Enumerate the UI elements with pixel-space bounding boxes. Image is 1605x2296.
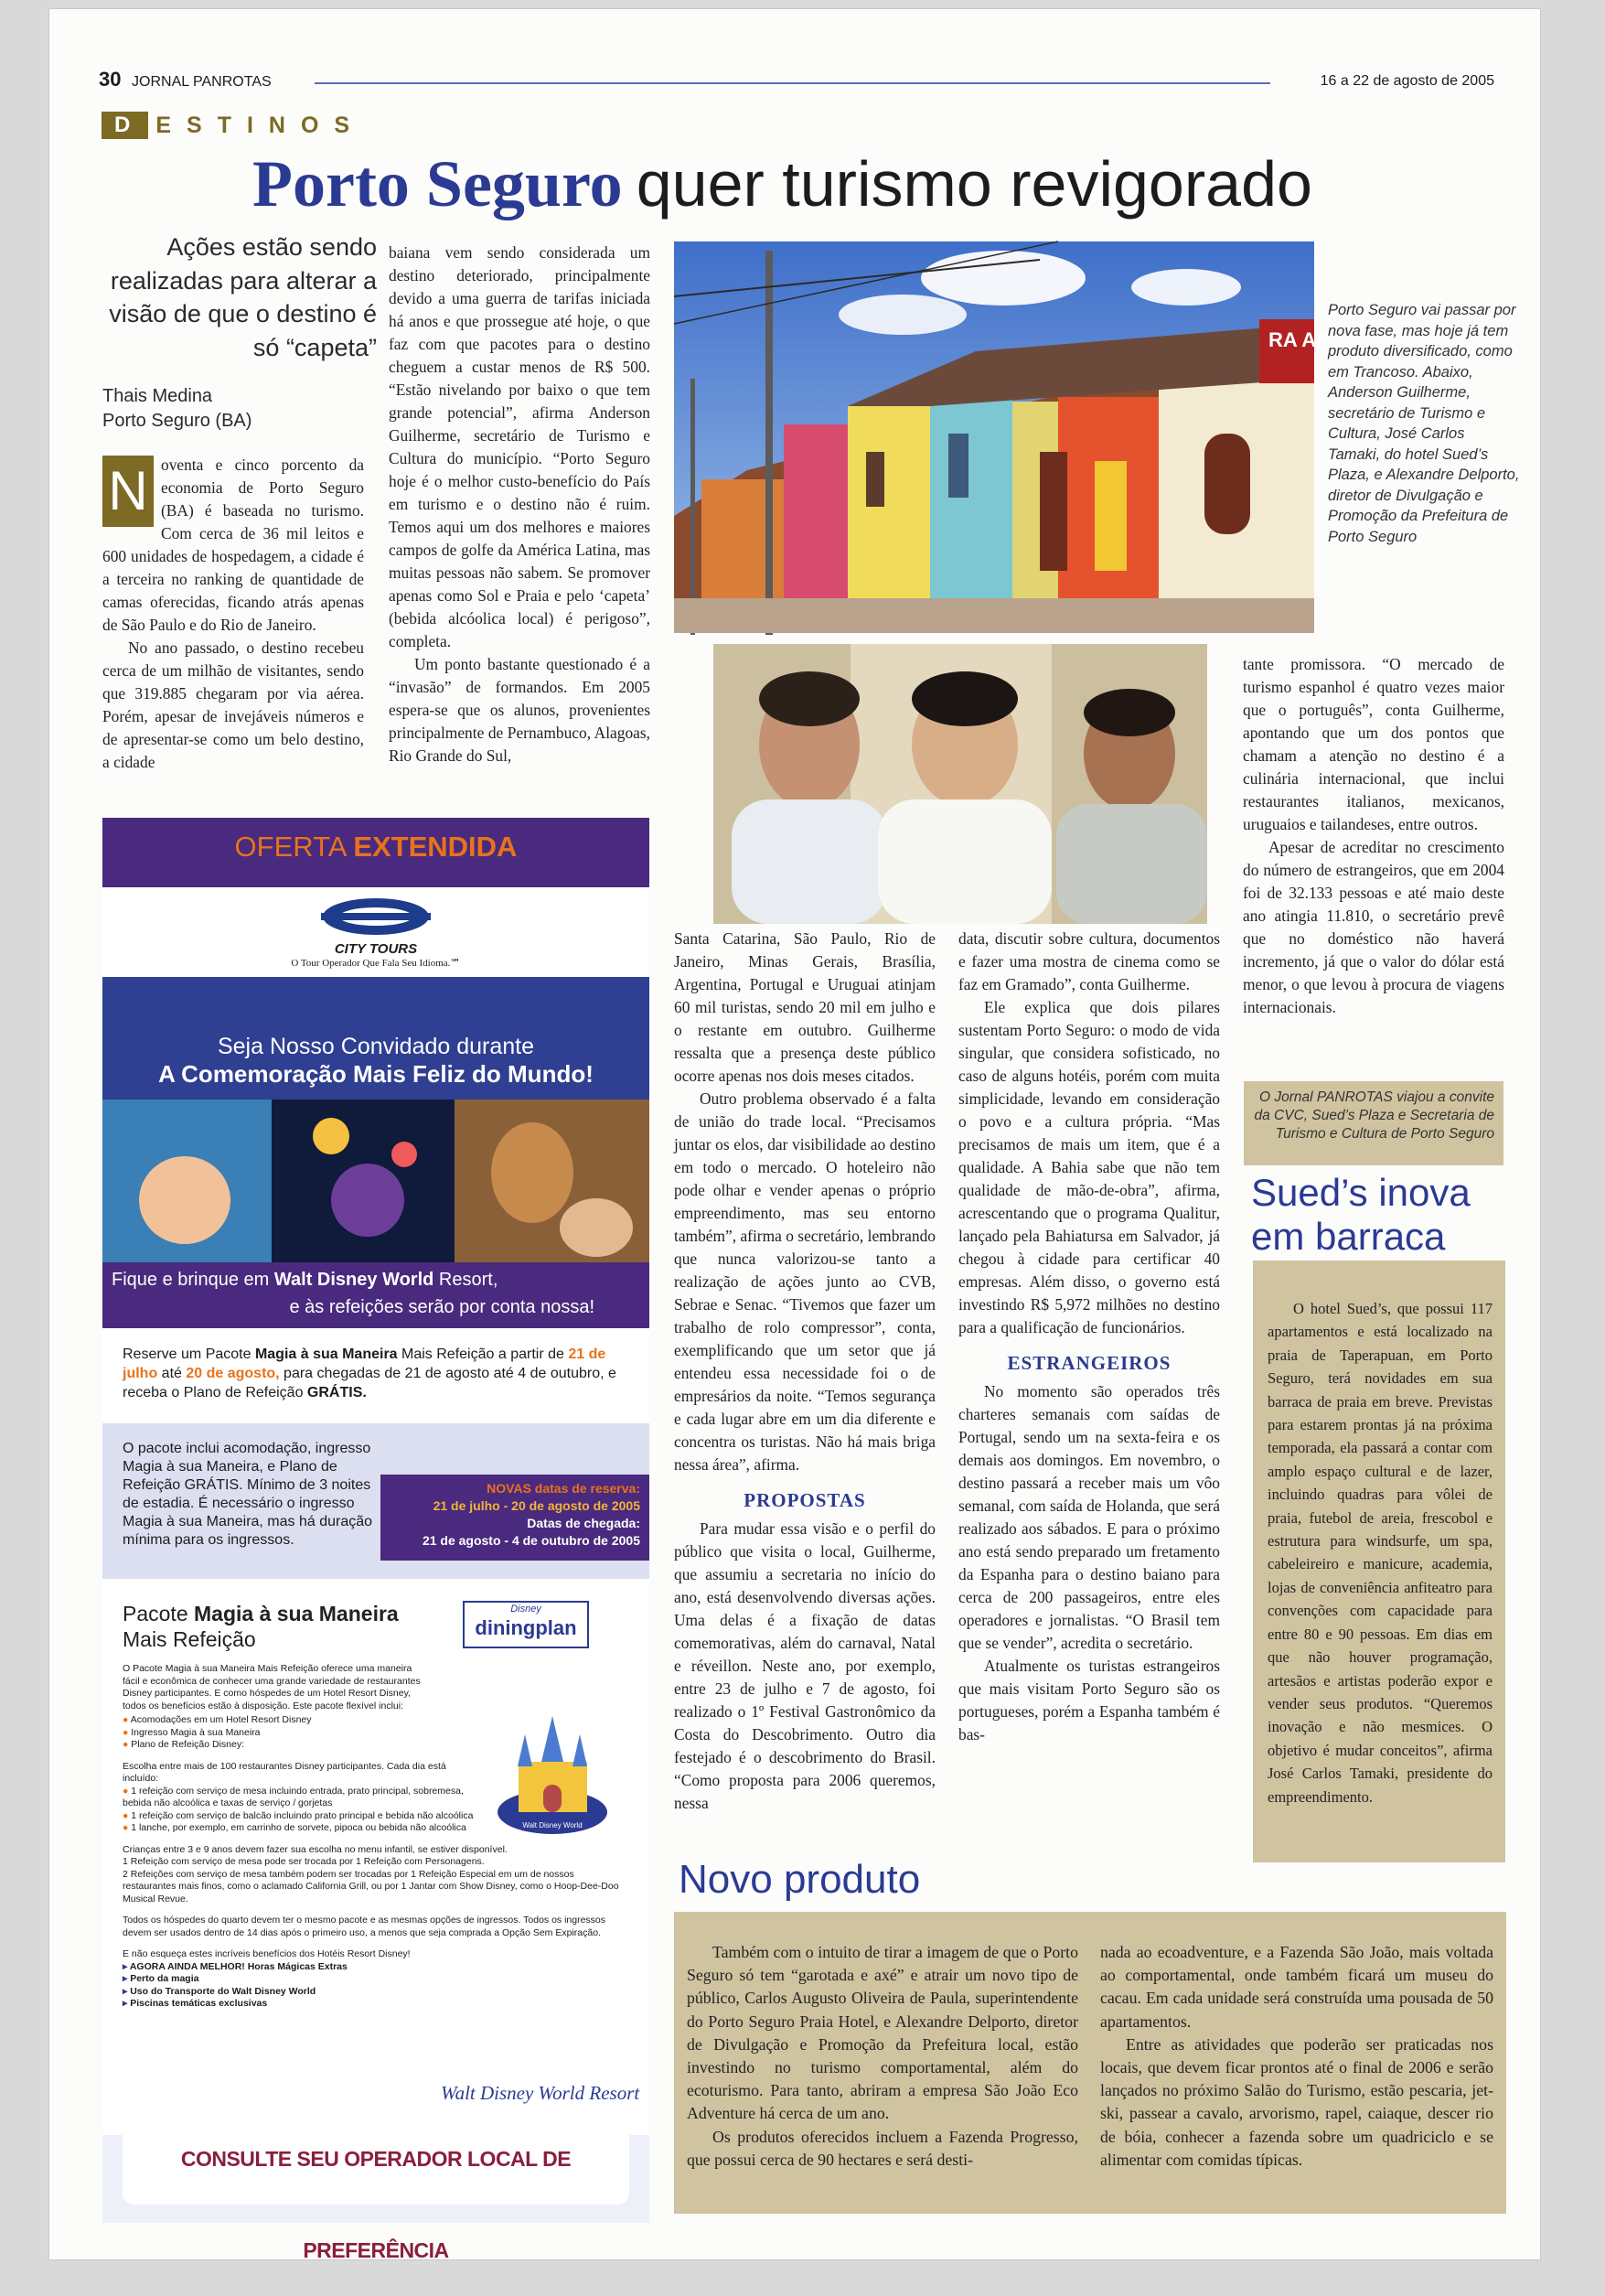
disney-photo-strip <box>102 1100 649 1262</box>
three-men-illustration <box>713 644 1207 924</box>
text-bold: GRÁTIS. <box>306 1385 367 1400</box>
paragraph: No momento são operados três charteres semanais com saídas de Portugal, sendo um na sexta-feira e os demais aos domingos. Em novembro, o destino passará a receber mais um vôo semanal, com saída de Holanda, que será realizado aos sábados. E para o próximo ano está sendo preparado um fretamento da Espanha para o destino baiano para cerca de 200 passageiros, entre eles operadores e jornalistas. “O Brasil tem que se vender”, acredita o secretário. <box>958 1382 1220 1652</box>
photo-caption: Porto Seguro vai passar por nova fase, mas hoje já tem produto diversificado, como em Trancoso. Abaixo, Anderson Guilherme, secretário de Turismo e Cultura, José Carlos Tamaki, do hotel Sued’s Plaza, e Alexandre Delporto, diretor de Divulgação e Promoção da Prefeitura de Porto Seguro <box>1328 302 1520 545</box>
ad-banner-bold: EXTENDIDA <box>353 831 518 863</box>
date-highlight: 20 de agosto, <box>186 1366 280 1381</box>
bullet-text: 1 lanche, por exemplo, em carrinho de sorvete, pipoca ou bebida não alcoólica <box>131 1822 466 1833</box>
benefit-text: Perto da magia <box>130 1973 199 1984</box>
exchange-text-2: 2 Refeições com serviço de mesa também podem ser trocadas por 1 Refeição Especial em um de nossos restaurantes mais finos, como o aclamado California Grill, ou por 1 Jantar com Show Disney, como o Hoop-Dee-Doo Musical Revue. <box>123 1868 619 1904</box>
headline <box>252 146 1441 222</box>
paragraph: Entre as atividades que poderão ser praticadas nos locais, que devem ficar prontos até o final de 2006 e serão lançados no próximo Salão do Turismo, estão pescaria, jet-ski, passear a cavalo, arvorismo, rapel, caiaque, descer rio de bóia, conhecer a fazenda sobre um quadriciclo e se alimentar com comidas típicas. <box>1100 2034 1493 2169</box>
city-tours-icon <box>321 896 431 942</box>
benefit-text: AGORA AINDA MELHOR! Horas Mágicas Extras <box>129 1960 348 1972</box>
bullet-icon: ● <box>123 1739 132 1750</box>
sidebar-box <box>1253 1261 1505 1862</box>
invite-block <box>102 977 649 1100</box>
text-bold: Magia à sua Maneira <box>254 1346 398 1362</box>
paragraph: oventa e cinco porcento da economia de Porto Seguro (BA) é baseada no turismo. Com cerca de 36 mil leitos e 600 unidades de hospedagem, a cidade é a terceira no ranking de quantidade de camas oferecidas, ficando atrás apenas de São Paulo e do Rio de Janeiro. <box>102 456 364 634</box>
arrow-icon: ▸ <box>123 1960 130 1972</box>
paragraph: baiana vem sendo considerada um destino deteriorado, principalmente devido a uma guerra de tarifas iniciada há anos e que prossegue até hoje, o que faz com que pacotes para o destino cheguem a custar menos de R$ 500. “Estão nivelando por baixo o que tem grande potencial”, afirma Anderson Guilherme, secretário de Turismo e Cultura do município. “Porto Seguro hoje é o melhor custo-benefício do País em turismo e o destino não é ruim. Temos aqui um dos melhores e maiores campos de golfe da América Latina, mas muitas pessoas não sabem. Se promover apenas como Sol e Praia e pelo ‘capeta’ (bebida alcóolica local) é perigoso”, completa. <box>389 243 650 650</box>
bullet-text: Plano de Refeição Disney: <box>131 1739 245 1750</box>
paragraph: Os produtos oferecidos incluem a Fazenda Progresso, que possui cerca de 90 hectares e será desti- <box>687 2127 1078 2169</box>
sidebar-title-line: em barraca <box>1251 1215 1446 1258</box>
bullet-icon: ● <box>123 1785 132 1797</box>
package-intro: O Pacote Magia à sua Maneira Mais Refeição oferece uma maneira fácil e econômica de conhecer uma grande variedade de restaurantes Disney participantes. E como hóspedes de um Hotel Resort Disney, todos os benefícios estão à disposição. Este pacote flexível inclui: <box>123 1663 421 1711</box>
publication-name: JORNAL PANROTAS <box>132 74 272 90</box>
bullet-item <box>123 1714 424 1727</box>
subhead-estrangeiros: ESTRANGEIROS <box>1007 1352 1172 1374</box>
package-items <box>123 1714 424 1752</box>
benefit-item <box>123 1986 629 1999</box>
dining-small: Disney <box>510 1604 541 1615</box>
article-column-4 <box>958 928 1220 1746</box>
issue-date: 16 a 22 de agosto de 2005 <box>1320 73 1494 89</box>
benefit-item <box>123 1961 629 1974</box>
benefits-title: E não esqueça estes incríveis benefícios dos Hotéis Resort Disney! <box>123 1948 411 1959</box>
novo-produto-box <box>674 1912 1506 2214</box>
sidebar-title <box>1251 1171 1471 1259</box>
box-column-2 <box>1100 1941 1493 2172</box>
meal-item <box>123 1822 488 1835</box>
byline-location: Porto Seguro (BA) <box>102 411 252 431</box>
includes-block <box>102 1423 649 1579</box>
paragraph: Um ponto bastante questionado é a “invasão” de formandos. Em 2005 espera-se que os alunos, provenientes principalmente de Pernambuco, Alagoas, Rio Grande do Sul, <box>389 655 650 765</box>
package-details <box>102 1579 649 2135</box>
bullet-icon: ● <box>123 1809 132 1821</box>
bullet-item <box>123 1727 424 1740</box>
article-column-3 <box>674 928 936 1815</box>
meal-item <box>123 1786 488 1810</box>
wdw-logo: Walt Disney World Resort <box>441 2082 640 2104</box>
paragraph: Santa Catarina, São Paulo, Rio de Janeiro, Minas Gerais, Brasília, Argentina, Portugal e Uruguai atinjam 60 mil turistas, sendo 20 mil em julho e o restante em outubro. Guilherme ressalta que a presença deste público ocorre apenas nos dois meses citados. <box>674 929 936 1085</box>
benefit-item <box>123 1998 629 2011</box>
dates-arrival-title: Datas de chegada: <box>527 1516 640 1530</box>
date-highlight: 21 de julho <box>123 1346 606 1381</box>
arrow-icon: ▸ <box>123 1973 131 1984</box>
section-name: ESTINOS <box>155 112 366 138</box>
paragraph: Ele explica que dois pilares sustentam Porto Seguro: o modo de vida singular, que considera sofisticado, no caso de alguns hotéis, porém com muita simplicidade, levando em consideração o povo e a cultura própria. “Mas precisamos de mais um item, que é a qualidade. A Bahia sabe que não tem qualidade de mão-de-obra”, afirma, acrescentando que o programa Qualitur, lançado pela Bahiatursa em Salvador, já chegou à cidade para certificar 40 empresas. Além disso, o governo está investindo R$ 5,972 milhões no destino para a qualificação de funcionários. <box>958 998 1220 1336</box>
includes-text: O pacote inclui acomodação, ingresso Magia à sua Maneira, e Plano de Refeição GRÁTIS. Mínimo de 3 noites de estadia. É necessário o ingresso Magia à sua Maneira, mas há duração mínima para os ingressos. <box>123 1441 373 1548</box>
line-part: Resort, <box>433 1270 498 1290</box>
dates-reserve: 21 de julho - 20 de agosto de 2005 <box>433 1498 640 1513</box>
disney-advertisement <box>102 818 649 2262</box>
ad-photo-strip <box>102 1100 649 1262</box>
paragraph: data, discutir sobre cultura, documentos e fazer uma mostra de cinema como se faz em Gramado”, conta Guilherme. <box>958 929 1220 993</box>
sidebar-text: O hotel Sued’s, que possui 117 apartamentos e está localizado na praia de Taperapuan, em Porto Seguro, terá novidades em sua barraca de praia em breve. Previstas para estarem prontas já na próxima temporada, ela passará a contar com amplo espaço cultural e de lazer, incluindo quadras para vôlei de praia, futebol de areia, frescobol e estrutura para windsurfe, um spa, cabeleireiro e manicure, academia, lojas de conveniência anfiteatro para convenções com capacidade para entre 80 e 90 pessoas. Em dias em que não houver programação, artesãos e artistas poderão expor e vender seus produtos. “Queremos inovação e não mesmices. O objetivo é mudar conceitos”, afirma José Carlos Tamaki, presidente do empreendimento. <box>1268 1300 1493 1806</box>
travel-credit-note: O Jornal PANROTAS viajou a convite da CVC, Sued’s Plaza e Secretaria de Turismo e Cultura de Porto Seguro <box>1244 1081 1503 1165</box>
bullet-icon: ● <box>123 1714 131 1725</box>
bullet-icon: ● <box>123 1726 132 1738</box>
ad-banner <box>102 818 649 891</box>
castle-icon <box>496 1711 610 1840</box>
bullet-item <box>123 1739 424 1752</box>
arrow-icon: ▸ <box>123 1985 131 1997</box>
city-tours-logo <box>102 891 649 977</box>
byline-author: Thais Medina <box>102 386 213 406</box>
choose-text: Escolha entre mais de 100 restaurantes Disney participantes. Cada dia está incluído: <box>123 1760 446 1784</box>
byline <box>102 384 251 434</box>
text-part: para chegadas de 21 de agosto até 4 de outubro, e receba o Plano de Refeição <box>123 1366 616 1400</box>
box-column-1 <box>687 1941 1078 2172</box>
street-photo <box>674 241 1332 633</box>
headline-rest: quer turismo revigorado <box>636 148 1312 220</box>
paragraph: Também com o intuito de tirar a imagem de que o Porto Seguro só tem “garotada e axé” e atrair um novo tipo de público, Carlos Augusto Oliveira de Paula, superintendente do Porto Seguro Praia Hotel, e Alexandre Delporto, diretor de Divulgação e Promoção da Prefeitura local, estão investindo no turismo comportamental, além do ecoturismo. Para tanto, abriram a empresa São João Eco Adventure há cerca de um ano. <box>687 1943 1078 2123</box>
title-line-2: Mais Refeição <box>123 1627 256 1651</box>
paragraph: Para mudar essa visão e o perfil do público que visita o local, Guilherme, que assumiu a secretaria no início do ano, está desenvolvendo diversas ações. Uma delas é a fixação de datas comemorativas, além do carnaval, Natal e réveillon. Neste ano, por exemplo, entre 23 de julho e 7 de agosto, foi realizado o 1º Festival Gastronômico da Costa do Descobrimento. Outro dia festejado é o descobrimento do Brasil. “Como proposta para 2006 queremos, nessa <box>674 1519 936 1812</box>
benefits-list <box>123 1961 629 2011</box>
disney-line-2: e às refeições serão por conta nossa! <box>289 1297 594 1317</box>
subhead-propostas: PROPOSTAS <box>744 1489 866 1511</box>
section-label <box>102 112 365 139</box>
header-rule <box>315 82 1270 84</box>
page-header <box>99 68 272 91</box>
guests-text: Todos os hóspedes do quarto devem ter o mesmo pacote e as mesmas opções de ingressos. Todos os ingressos devem ser usados dentro de 14 dias após o primeiro uso, a menos que seja comprada a Opção Sem Expiração. <box>123 1915 606 1938</box>
text-part: até <box>157 1366 187 1381</box>
exchange-text-1: 1 Refeição com serviço de mesa pode ser trocada por 1 Refeição com Personagens. <box>123 1856 485 1867</box>
invite-line-1: Seja Nosso Convidado durante <box>217 1034 535 1059</box>
benefit-item <box>123 1973 629 1986</box>
dining-plan-logo <box>463 1601 589 1648</box>
article-column-1 <box>102 454 364 774</box>
section-initial: D <box>102 112 148 139</box>
disney-line-1 <box>112 1266 640 1293</box>
paragraph: Outro problema observado é a falta de união do trade local. “Precisamos juntar os elos, dar visibilidade ao destino em todo o mercado. O hoteleiro não pode olhar e vender apenas o próprio empreendimento, mas seu entorno também”, afirma o secretário, lembrando que nunca valorizou-se tanto a realização de ações junto ao CVB, Sebrae e Senac. “Tivemos que fazer um trabalho de rolo compressor”, conta, exemplificando que um setor que já entendeu essa necessidade foi o de empresários da noite. “Temos segurança e cada lugar abre em um dia diferente e concentra os turistas. Não há mais briga nessa área”, afirma. <box>674 1089 936 1474</box>
paragraph: nada ao ecoadventure, e a Fazenda São João, mais voltada ao comportamental, onde também ficará um museu do cacau. Em cada unidade será construída uma pousada de 50 apartamentos. <box>1100 1943 1493 2031</box>
bullet-text: Acomodações em um Hotel Resort Disney <box>130 1714 312 1725</box>
headline-highlight: Porto Seguro <box>252 147 623 220</box>
dining-logo-text: diningplan <box>475 1616 577 1639</box>
new-dates-box <box>380 1475 649 1561</box>
newspaper-page <box>49 9 1540 2262</box>
colonial-street-illustration <box>674 241 1332 633</box>
article-deck: Ações estão sendo realizadas para alterar a visão de que o destino é só “capeta” <box>109 233 377 361</box>
meal-items <box>123 1786 488 1835</box>
paragraph: tante promissora. “O mercado de turismo espanhol é quatro vezes maior que o português”, conta Guilherme, apontando que um dos pontos que chamam a atenção no destino é a culinária internacional, que inclui restaurantes italianos, mexicanos, uruguaios e tailandeses, entre outros. <box>1243 655 1504 833</box>
kids-text: Crianças entre 3 e 9 anos devem fazer sua escolha no menu infantil, se estiver disponível. <box>123 1843 508 1855</box>
line-bold: Walt Disney World <box>273 1270 434 1290</box>
reserve-text <box>102 1328 649 1423</box>
page-number: 30 <box>99 68 122 91</box>
sidebar-title-line: Sued’s inova <box>1251 1171 1471 1214</box>
text-part: Mais Refeição a partir de <box>397 1346 569 1362</box>
text-part: Reserve um Pacote <box>123 1346 255 1362</box>
logo-slogan: O Tour Operador Que Fala Seu Idioma.℠ <box>291 958 461 969</box>
bullet-text: Ingresso Magia à sua Maneira <box>131 1726 261 1738</box>
logo-name: CITY TOURS <box>334 941 418 957</box>
article-column-2 <box>389 241 650 767</box>
paragraph: Atualmente os turistas estrangeiros que mais visitam Porto Seguro são os portugueses, porém a Espanha também é bas- <box>958 1657 1220 1743</box>
arrow-icon: ▸ <box>123 1998 131 2009</box>
paragraph: Apesar de acreditar no crescimento do número de estrangeiros, que em 2004 foi de 32.133 pessoas e até maio deste ano atingia 11.810, o secretário prevê que no doméstico não haverá incremento, já que o valor do dólar está menor, o que levou à procura de viagens internacionais. <box>1243 838 1504 1016</box>
box-title: Novo produto <box>679 1857 921 1902</box>
drop-cap: N <box>102 456 154 527</box>
bullet-text: 1 refeição com serviço de mesa incluindo entrada, prato principal, sobremesa, bebida não alcoólica e taxas de serviço / gorjetas <box>123 1785 464 1808</box>
invite-line-2: A Comemoração Mais Feliz do Mundo! <box>158 1060 594 1088</box>
ad-purple-band <box>102 1262 649 1328</box>
portrait-photo <box>713 644 1207 924</box>
bullet-icon: ● <box>123 1822 132 1833</box>
benefit-text: Piscinas temáticas exclusivas <box>130 1998 268 2009</box>
dates-arrival: 21 de agosto - 4 de outubro de 2005 <box>422 1533 640 1548</box>
paragraph: No ano passado, o destino recebeu cerca de um milhão de visitantes, sendo que 319.885 chegaram por via aérea. Porém, apesar de invejáveis números e de apresentar-se como um belo destino, a cidade <box>102 638 364 771</box>
benefit-text: Uso do Transporte do Walt Disney World <box>130 1985 316 1997</box>
meal-item <box>123 1810 488 1823</box>
dates-title: NOVAS datas de reserva: <box>487 1481 640 1496</box>
title-bold: Magia à sua Maneira <box>194 1602 399 1625</box>
bullet-text: 1 refeição com serviço de balcão incluindo prato principal e bebida não alcoólica <box>131 1809 474 1821</box>
shop-sign: RA AR <box>1268 328 1332 351</box>
consult-operator-cta: CONSULTE SEU OPERADOR LOCAL DE PREFERÊNCIA <box>123 2113 629 2205</box>
castle-label: Walt Disney World <box>522 1821 583 1829</box>
line-part: Fique e brinque em <box>112 1270 274 1290</box>
article-column-5 <box>1243 653 1504 1019</box>
ad-banner-plain: OFERTA <box>234 831 346 863</box>
title-part: Pacote <box>123 1602 194 1625</box>
